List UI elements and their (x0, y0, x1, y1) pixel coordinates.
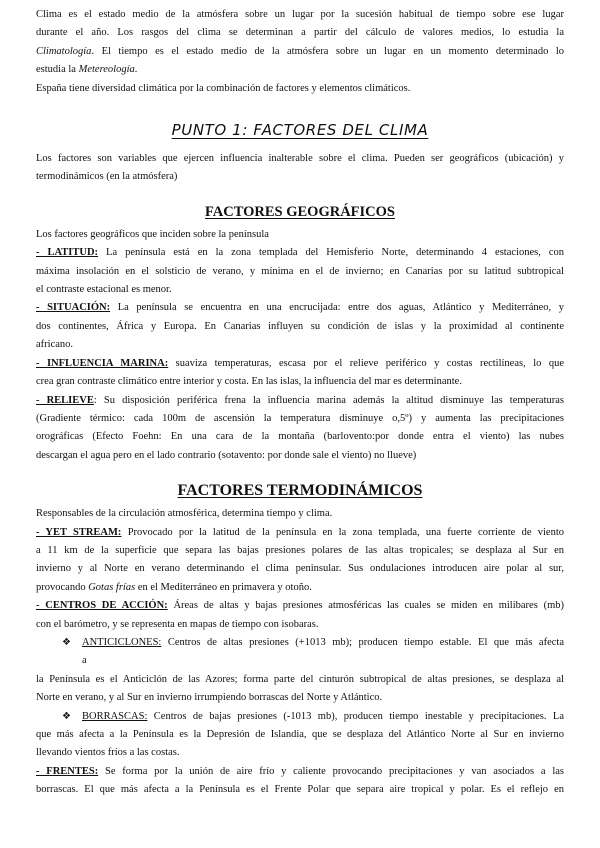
termo-intro: Responsables de la circulación atmosférica, determina tiempo y clima. (36, 508, 333, 520)
marina-term: - INFLUENCIA MARINA: (36, 357, 169, 369)
frentes-section: - FRENTES: Se forma por la unión de aire frío y caliente provocando precipitaciones y van asociados a las borrascas. El que más afecta a la Península es el Frente Polar que separa aire tropical y polar. Es el reflejo en (36, 765, 564, 796)
punto1-line-1: Los factores son variables que ejercen influencia inalterable sobre el clima. Pueden ser geográficos (ubicación) y (36, 153, 564, 165)
intro-line-1: Clima es el estado medio de la atmósfera sobre un lugar por la sucesión habitual de tiempo sobre ese lugar (36, 9, 564, 20)
intro-line-5: España tiene diversidad climática por la combinación de factores y elementos climáticos. (36, 82, 411, 94)
centros-section: - CENTROS DE ACCIÓN: Áreas de altas y bajas presiones atmosféricas las cuales se miden en milibares (mb) con el barómetro, y se representa en mapas de tiempo con isobaras. (36, 600, 564, 630)
punto1-line-2: termodinámicos (en la atmósfera) (36, 171, 178, 183)
relieve-term: - RELIEVE (36, 394, 94, 406)
anticiclones-section: ❖ ANTICICLONES: Centros de altas presiones (+1013 mb); producen tiempo estable. El que más afecta a la Península es el Anticiclón de las Azores; forma parte del cinturón subtropical de altas presiones, se desplaza al Norte en verano, y al Sur en invierno irrumpiendo borrascas del Norte y Atlántico. (36, 634, 564, 708)
borrascas-section: ❖ BORRASCAS: Centros de bajas presiones (-1013 mb), producen tiempo inestable y precipitaciones. La que más afecta a la Península es la Depresión de Islandia, que se desplaza del Atlántico Norte al Sur en invierno llevando vientos fríos a las costas. (36, 708, 564, 763)
situacion-term: - SITUACIÓN: (36, 302, 111, 314)
geo-intro: Los factores geográficos que inciden sobre la península (36, 228, 269, 240)
intro-line-4: estudia la Metereología. (36, 64, 138, 76)
relieve-section: - RELIEVE: Su disposición periférica frena la influencia marina además la altitud disminuye las temperaturas (Gradiente térmico: cada 100m de ascensión la temperatura disminuye o,5º) y aumenta las precipitaciones orográficas (Efecto Foehn: En una cara de la montaña (barlovento:por donde entra el viento) las nubes descargan el agua pero en el lado contrario (sotavento: por donde sale el viento) no llueve) (36, 394, 565, 461)
intro-line-2: durante el año. Los rasgos del clima se determinan a partir del cálculo de valores medios, lo estudia la (36, 27, 564, 39)
intro-line-3: Climatología. El tiempo es el estado medio de la atmósfera sobre un lugar en un momento determinado lo (36, 45, 564, 57)
metereologia-term: Metereología (78, 64, 135, 76)
latitud-section: - LATITUD: La península está en la zona templada del Hemisferio Norte, determinando 4 estaciones, con máxima insolación en el solsticio de verano, y mínima en el de invierno; en Canarias por su latitud subtropical el contraste estacional es menor. (36, 247, 564, 296)
climatologia-term: Climatología (36, 45, 92, 57)
gotas-frias-term: Gotas frías (88, 581, 136, 593)
borrascas-term: BORRASCAS: (82, 710, 148, 722)
yet-stream-section: - YET STREAM: Provocado por la latitud de la península en la zona templada, una fuerte corriente de viento a 11 km de la superficie que separa las bajas presiones polares de las altas tropicales; se desplaza al Sur en invierno y al Norte en verano determinando el clima peninsular. Sus ondulaciones introducen aire polar al sur, provocando Gotas frías en el Mediterráneo en primavera y otoño. (36, 526, 564, 593)
marina-section: - INFLUENCIA MARINA: suaviza temperaturas, escasa por el relieve periférico y costas rectilíneas, lo que crea gran contraste climático entre interior y costa. En las islas, la influencia del mar es determinante. (36, 357, 564, 388)
situacion-section: - SITUACIÓN: La península se encuentra en una encrucijada: entre dos aguas, Atlántico y Mediterráneo, y dos continentes, África y Europa. En Canarias influyen su condición de islas y la proximidad al continente africano. (36, 302, 564, 351)
centros-term: - CENTROS DE ACCIÓN: (36, 600, 168, 612)
geo-heading: FACTORES GEOGRÁFICOS (204, 203, 395, 220)
termo-heading: FACTORES TERMODINÁMICOS (177, 482, 423, 500)
diamond-bullet-icon: ❖ (62, 636, 71, 648)
intro-paragraph (36, 6, 564, 98)
diamond-bullet-icon: ❖ (62, 710, 71, 722)
yet-stream-term: - YET STREAM: (36, 526, 122, 538)
latitud-term: - LATITUD: (36, 247, 99, 259)
punto1-title: PUNTO 1: FACTORES DEL CLIMA (171, 121, 429, 140)
frentes-term: - FRENTES: (36, 765, 99, 777)
anticiclones-term: ANTICICLONES: (82, 636, 162, 648)
